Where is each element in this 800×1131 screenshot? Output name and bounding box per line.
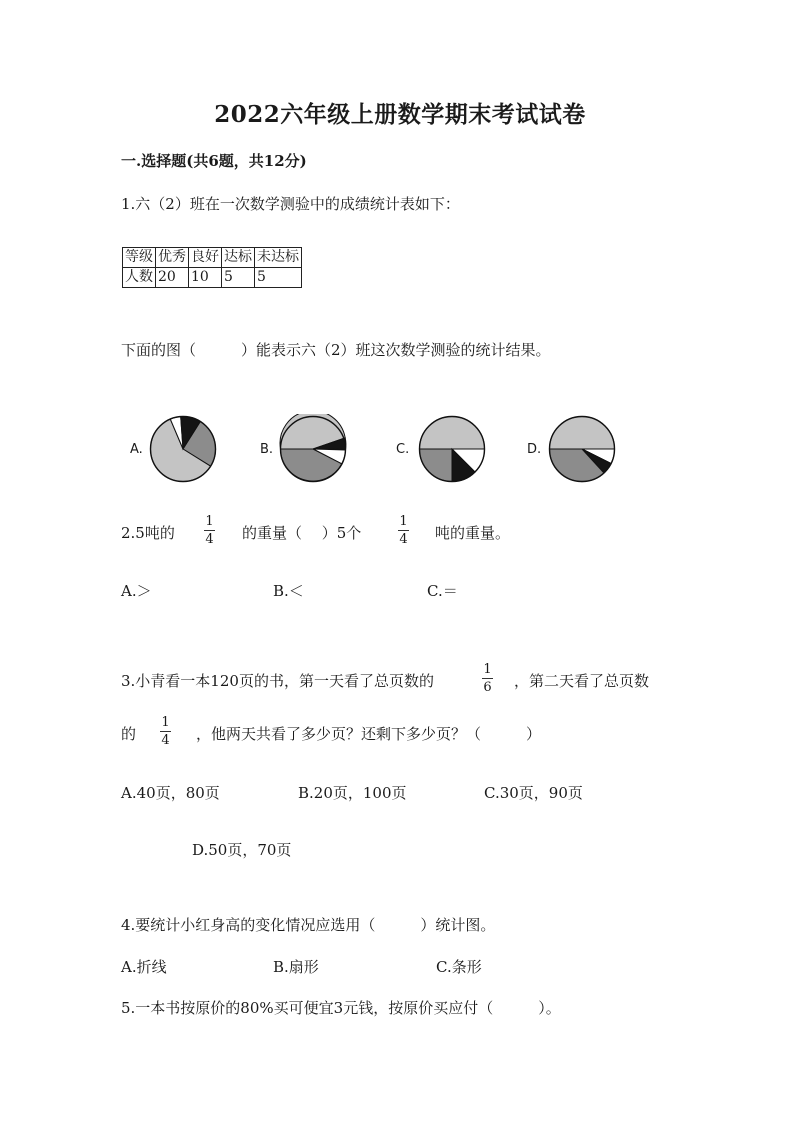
question-4-option-c: C.条形 — [436, 958, 482, 976]
question-3-line-2-start: 的 — [121, 725, 137, 743]
option-b-label: B. — [260, 442, 274, 457]
question-3-line-1-start: 3.小青看一本120页的书，第一天看了总页数的 — [121, 672, 434, 690]
option-c-pie-chart — [417, 414, 487, 484]
table-row — [123, 268, 302, 288]
question-3-option-d: D.50页，70页 — [192, 841, 292, 859]
option-d-pie-chart — [547, 414, 617, 484]
table-cell: 良好 — [189, 248, 222, 268]
fraction-one-quarter — [204, 514, 215, 547]
fraction-numerator: 1 — [483, 662, 492, 677]
question-4-option-b: B.扇形 — [273, 958, 319, 976]
option-d-label: D. — [527, 442, 542, 457]
table-row — [123, 248, 302, 268]
option-b-pie-chart — [278, 414, 348, 484]
option-a-label: A. — [130, 442, 143, 457]
question-2-option-a: A.＞ — [121, 582, 152, 600]
question-3-line-2-end: ，他两天共看了多少页？还剩下多少页？（ ） — [196, 725, 542, 743]
question-1-prompt: 下面的图（ ）能表示六（2）班这次数学测验的统计结果。 — [121, 341, 551, 359]
option-c-label: C. — [396, 442, 410, 457]
fraction-one-quarter — [160, 715, 171, 748]
fraction-numerator: 1 — [399, 514, 408, 529]
fraction-denominator: 4 — [161, 733, 170, 748]
question-4-option-a: A.折线 — [121, 958, 167, 976]
fraction-denominator: 4 — [399, 532, 408, 547]
page-title: 2022六年级上册数学期末考试试卷 — [214, 101, 586, 128]
question-2-option-b: B.＜ — [273, 582, 304, 600]
fraction-denominator: 4 — [205, 532, 214, 547]
table-cell: 5 — [255, 268, 302, 288]
table-cell: 20 — [156, 268, 189, 288]
fraction-one-quarter — [398, 514, 409, 547]
table-cell: 未达标 — [255, 248, 302, 268]
question-3-option-c: C.30页，90页 — [484, 784, 583, 802]
question-2-option-c: C.＝ — [427, 582, 458, 600]
question-2-text-middle: 的重量（ ）5个 — [242, 524, 362, 542]
question-5-text: 5.一本书按原价的80%买可便宜3元钱，按原价买应付（ ）。 — [121, 999, 561, 1017]
fraction-denominator: 6 — [483, 680, 492, 695]
table-cell: 人数 — [123, 268, 156, 288]
question-1-text: 1.六（2）班在一次数学测验中的成绩统计表如下： — [121, 195, 460, 213]
question-3-line-1-end: ，第二天看了总页数 — [514, 672, 650, 690]
table-cell: 达标 — [222, 248, 255, 268]
score-table — [122, 247, 302, 288]
table-cell: 10 — [189, 268, 222, 288]
option-a-pie-chart — [148, 414, 218, 484]
pie-slice-excellent — [420, 417, 485, 450]
question-4-text: 4.要统计小红身高的变化情况应选用（ ）统计图。 — [121, 916, 496, 934]
question-2-text-end: 吨的重量。 — [435, 524, 511, 542]
fraction-numerator: 1 — [161, 715, 170, 730]
fraction-numerator: 1 — [205, 514, 214, 529]
table-cell: 优秀 — [156, 248, 189, 268]
pie-slice-excellent — [550, 417, 615, 450]
table-cell: 等级 — [123, 248, 156, 268]
section-heading: 一.选择题(共6题，共12分) — [121, 152, 307, 170]
question-3-option-a: A.40页，80页 — [121, 784, 220, 802]
table-cell: 5 — [222, 268, 255, 288]
question-2-text-start: 2.5吨的 — [121, 524, 175, 542]
question-3-option-b: B.20页，100页 — [298, 784, 407, 802]
fraction-one-sixth — [482, 662, 493, 695]
